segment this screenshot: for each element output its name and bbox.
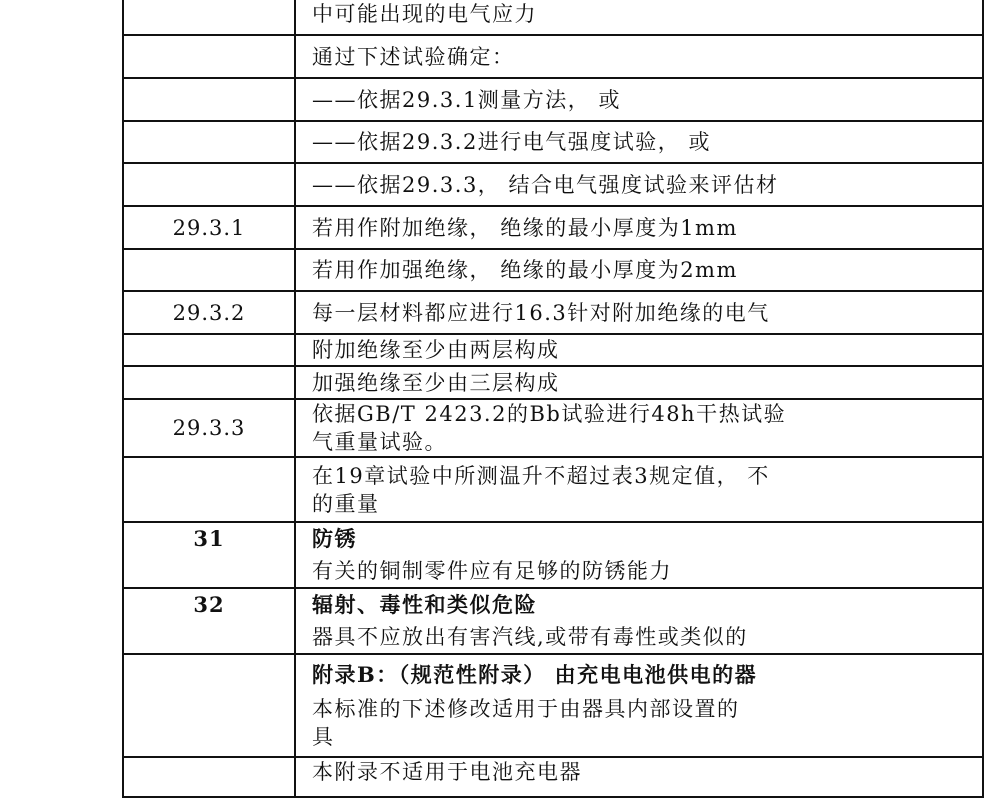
clause-text: ——依据29.3.1测量方法， 或: [312, 87, 621, 112]
table-row: [123, 78, 983, 121]
clause-number-cell: [123, 366, 295, 399]
clause-text-cell: [295, 206, 983, 249]
clause-text: 加强绝缘至少由三层构成: [312, 370, 560, 395]
clause-text-cell: [295, 588, 983, 654]
clause-number-cell: [123, 249, 295, 291]
clause-number-cell: [123, 0, 295, 35]
table-row: [123, 249, 983, 291]
clause-number-cell: [123, 654, 295, 757]
clause-text-cell: [295, 249, 983, 291]
clause-text-cell: [295, 291, 983, 334]
clause-text-cell: [295, 757, 983, 797]
clause-text: 的重量: [312, 491, 380, 516]
clause-text-cell: [295, 163, 983, 206]
clause-text: 附加绝缘至少由两层构成: [312, 338, 560, 362]
clause-text: 具: [312, 724, 335, 749]
table-row: [123, 522, 983, 588]
table-row: [123, 35, 983, 78]
clause-number-cell: 31: [123, 522, 295, 588]
clause-number-cell: [123, 457, 295, 522]
clause-text: ——依据29.3.3， 结合电气强度试验来评估材: [312, 172, 779, 197]
clause-number-cell: [123, 757, 295, 797]
clause-number-cell: 29.3.3: [123, 399, 295, 457]
table-row: [123, 334, 983, 366]
clause-number-cell: 32: [123, 588, 295, 654]
clause-number-cell: [123, 78, 295, 121]
clause-text-cell: [295, 121, 983, 163]
clause-text: 依据GB/T 2423.2的Bb试验进行48h干热试验: [312, 402, 787, 426]
clause-text: 若用作附加绝缘， 绝缘的最小厚度为1mm: [312, 215, 738, 240]
table-row: [123, 121, 983, 163]
clause-text: 中可能出现的电气应力: [312, 2, 538, 26]
clause-text: 气重量试验。: [312, 430, 448, 454]
clause-number-cell: 29.3.1: [123, 206, 295, 249]
table-row: [123, 206, 983, 249]
clause-text-cell: [295, 522, 983, 588]
clause-text: 器具不应放出有害汽线,或带有毒性或类似的: [312, 625, 748, 649]
clause-text-cell: [295, 366, 983, 399]
clause-heading: 附录B：（规范性附录） 由充电电池供电的器: [312, 661, 758, 687]
clause-text: 通过下述试验确定：: [312, 44, 515, 69]
clause-number-cell: [123, 163, 295, 206]
clause-text: 在19章试验中所测温升不超过表3规定值， 不: [312, 463, 770, 488]
table-row: [123, 588, 983, 654]
clause-text-cell: [295, 399, 983, 457]
clause-text-cell: [295, 457, 983, 522]
clause-number-cell: 29.3.2: [123, 291, 295, 334]
clause-text-cell: [295, 35, 983, 78]
table-row: [123, 757, 983, 797]
table-row: [123, 366, 983, 399]
clause-text: 本标准的下述修改适用于由器具内部设置的: [312, 696, 740, 721]
clause-text: ——依据29.3.2进行电气强度试验， 或: [312, 130, 711, 154]
table-row: [123, 399, 983, 457]
clause-text-cell: [295, 0, 983, 35]
clause-text: 本附录不适用于电池充电器: [312, 760, 583, 784]
standard-clause-table: [122, 0, 984, 798]
clause-heading: 辐射、毒性和类似危险: [312, 592, 538, 617]
table-row: [123, 457, 983, 522]
clause-text-cell: [295, 78, 983, 121]
clause-number-cell: [123, 334, 295, 366]
clause-heading: 防锈: [312, 526, 358, 551]
table-row: [123, 163, 983, 206]
clause-number-cell: [123, 35, 295, 78]
clause-text: 若用作加强绝缘， 绝缘的最小厚度为2mm: [312, 258, 738, 282]
table-row: [123, 0, 983, 35]
clause-text: 每一层材料都应进行16.3针对附加绝缘的电气: [312, 300, 770, 325]
clause-text-cell: [295, 334, 983, 366]
table-row: [123, 291, 983, 334]
clause-number-cell: [123, 121, 295, 163]
clause-text: 有关的铜制零件应有足够的防锈能力: [312, 559, 673, 583]
table-row: [123, 654, 983, 757]
clause-text-cell: [295, 654, 983, 757]
